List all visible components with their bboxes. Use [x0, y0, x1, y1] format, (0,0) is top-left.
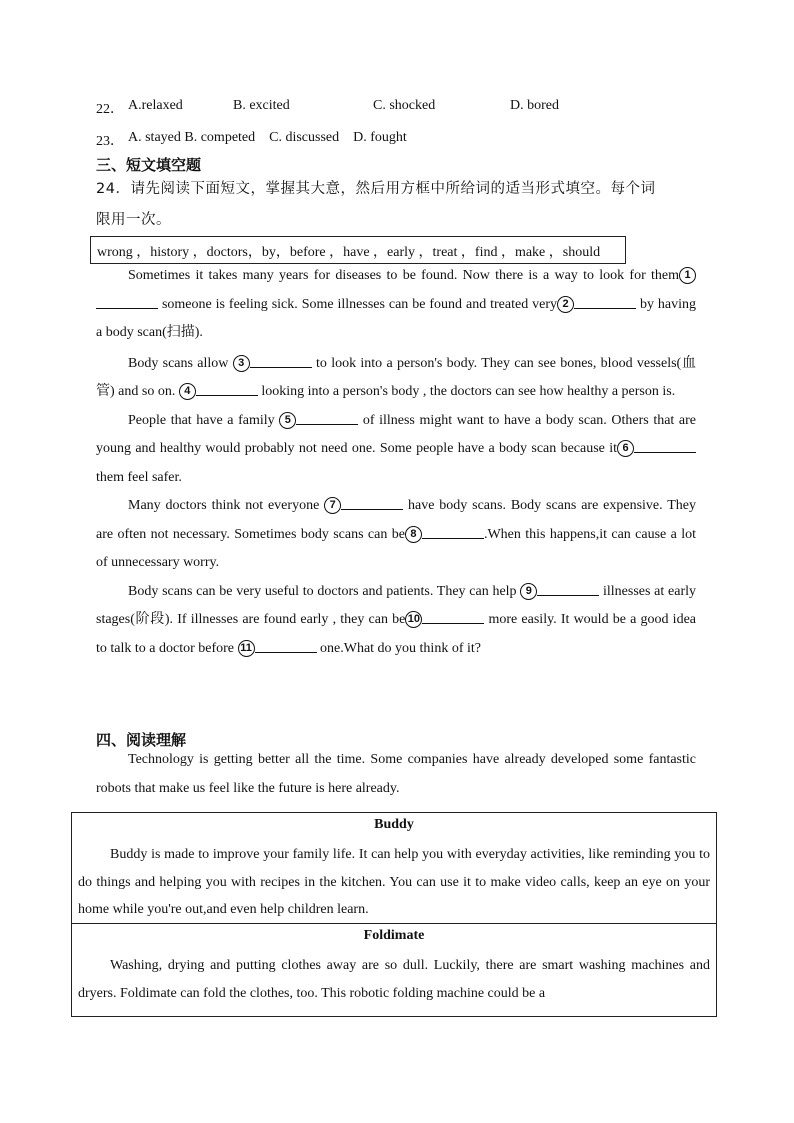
buddy-description — [78, 841, 710, 924]
blank-9[interactable] — [537, 583, 599, 596]
passage-text: illnesses at early stages(阶段). If illnesses are found early , they can be — [96, 583, 696, 627]
passage-text: more easily. It would be a good idea to talk to a doctor before — [96, 612, 697, 656]
blank-number-2: 2 — [557, 296, 574, 313]
question-23-options: A. stayed B. competed C. discussed D. fought — [128, 130, 407, 145]
table-row-foldimate — [72, 924, 716, 1016]
cloze-passage — [96, 262, 696, 663]
blank-1[interactable] — [96, 296, 158, 309]
passage-text: one.What do you think of it? — [320, 640, 481, 656]
blank-10[interactable] — [422, 611, 484, 624]
buddy-title: Buddy — [374, 817, 414, 832]
question-22-option-d: D. bored — [510, 98, 559, 113]
blank-number-11: 11 — [238, 640, 255, 657]
blank-11[interactable] — [255, 640, 317, 653]
buddy-text: Buddy is made to improve your family life. It can help you with everyday activities, like reminding you to do things and helping you with recipes in the kitchen. You can use it to make video calls, keep an eye on your home while you're out,and even help children learn. — [78, 847, 710, 917]
passage-paragraph-1 — [96, 262, 696, 348]
blank-number-3: 3 — [233, 355, 250, 372]
blank-3[interactable] — [250, 355, 312, 368]
blank-number-4: 4 — [179, 383, 196, 400]
blank-5[interactable] — [296, 412, 358, 425]
question-22-option-b: B. excited — [233, 98, 290, 113]
passage-paragraph-5 — [96, 578, 696, 664]
passage-text: Many doctors think not everyone — [128, 498, 320, 513]
passage-text: to look into a person's body. They can see bones, blood vessels(血管) and so on. — [96, 355, 697, 399]
blank-number-5: 5 — [279, 412, 296, 429]
blank-number-8: 8 — [405, 526, 422, 543]
section-4-title: 四、阅读理解 — [96, 731, 187, 749]
foldimate-text: Washing, drying and putting clothes away are so dull. Luckily, there are smart washing machines and dryers. Foldimate can fold the clothes, too. This robotic folding machine could be a — [78, 958, 710, 1001]
blank-number-1: 1 — [679, 267, 696, 284]
passage-text: People that have a family — [128, 412, 275, 428]
table-row-buddy — [72, 813, 716, 924]
question-22-option-a: A.relaxed — [128, 98, 183, 113]
passage-paragraph-4 — [96, 492, 696, 578]
robots-table — [71, 812, 717, 1017]
blank-number-9: 9 — [520, 583, 537, 600]
question-22-option-c: C. shocked — [373, 98, 436, 113]
blank-4[interactable] — [196, 383, 258, 396]
foldimate-title: Foldimate — [363, 928, 425, 943]
blank-number-10: 10 — [405, 611, 422, 628]
blank-6[interactable] — [634, 440, 696, 453]
passage-text: someone is feeling sick. Some illnesses can be found and treated very — [161, 296, 558, 312]
blank-8[interactable] — [422, 526, 484, 539]
passage-text: looking into a person's body , the doctors can see how healthy a person is. — [261, 384, 676, 399]
reading-intro-text: Technology is getting better all the time. Some companies have already developed some fantastic robots that make us feel like the future is here already. — [96, 752, 696, 796]
passage-paragraph-3 — [96, 407, 696, 493]
passage-text: of illness might want to have a body scan. Others that are young and healthy would probably not need one. Some people have a body scan because it — [96, 412, 696, 456]
question-23-number: 23． — [96, 134, 124, 149]
passage-text: Body scans allow — [128, 355, 229, 371]
word-box-words: wrong ，history ，doctors，by，before ，have ，early ，treat ，find ，make ，should — [97, 245, 601, 260]
blank-7[interactable] — [341, 497, 403, 510]
blank-2[interactable] — [574, 296, 636, 309]
passage-text: Body scans can be very useful to doctors and patients. They can help — [128, 583, 517, 599]
word-box — [90, 236, 626, 264]
passage-text: them feel safer. — [96, 469, 182, 485]
question-24-instruction-line-1: 24．请先阅读下面短文，掌握其大意，然后用方框中所给词的适当形式填空。每个词 — [96, 181, 656, 197]
passage-text: by having a body scan(扫描). — [96, 296, 697, 340]
foldimate-description — [78, 952, 710, 1007]
blank-number-6: 6 — [617, 440, 634, 457]
question-22-number: 22． — [96, 102, 124, 117]
reading-intro — [96, 746, 696, 803]
passage-text: .When this happens,it can cause a lot of unnecessary worry. — [96, 526, 697, 570]
passage-paragraph-2 — [96, 350, 696, 407]
passage-text: have body scans. Body scans are expensive. They are often not necessary. Sometimes body scans can be — [96, 498, 696, 542]
blank-number-7: 7 — [324, 497, 341, 514]
section-3-title: 三、短文填空题 — [96, 156, 202, 174]
question-24-instruction-line-2: 限用一次。 — [96, 212, 171, 228]
passage-text: Sometimes it takes many years for diseases to be found. Now there is a way to look for them — [128, 268, 679, 283]
